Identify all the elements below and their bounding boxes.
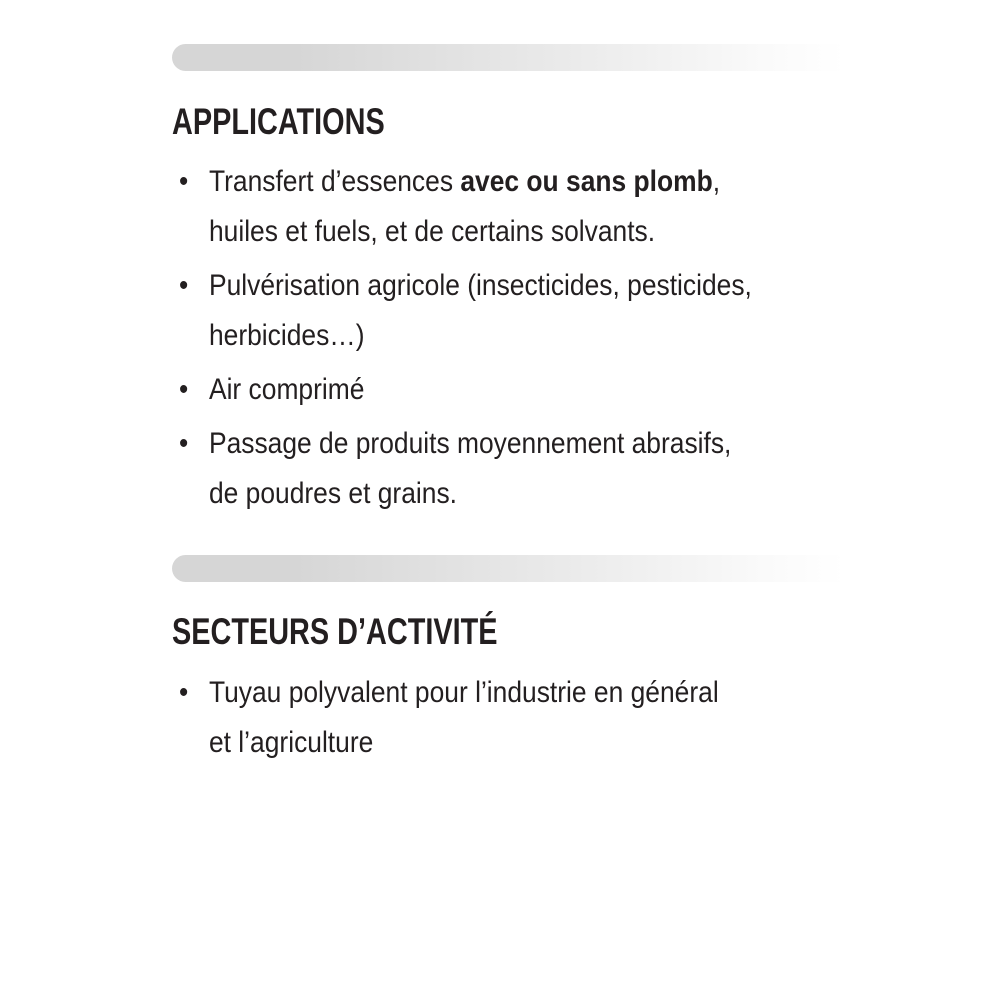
bullet-dot: • (179, 427, 189, 460)
bullet-dot: • (179, 676, 189, 709)
secteurs-bullet-list (172, 668, 764, 768)
applications-bullet-list (172, 157, 764, 519)
text-line: Air comprimé (208, 373, 365, 406)
text-run: Transfert d’essences (208, 165, 461, 198)
applications-section-title: APPLICATIONS (172, 101, 385, 142)
list-item (172, 365, 764, 415)
text-line (209, 157, 764, 207)
section-divider-bar (172, 555, 845, 582)
secteurs-section-title: SECTEURS D’ACTIVITÉ (172, 611, 498, 652)
text-line: herbicides…) (208, 319, 365, 352)
text-line: Passage de produits moyennement abrasifs, (208, 427, 732, 460)
text-run-bold: avec ou sans plomb (460, 165, 713, 198)
text-line: et l’agriculture (208, 726, 374, 759)
list-item (172, 261, 764, 361)
list-item (172, 668, 764, 768)
list-item (172, 157, 764, 257)
section-divider-bar (172, 44, 845, 71)
text-line: huiles et fuels, et de certains solvants. (208, 215, 656, 248)
text-line: Pulvérisation agricole (insecticides, pesticides, (208, 269, 752, 302)
bullet-dot: • (179, 269, 189, 302)
list-item (172, 419, 764, 519)
text-run: , (712, 165, 721, 198)
text-line: Tuyau polyvalent pour l’industrie en général (208, 676, 719, 709)
bullet-dot: • (179, 165, 189, 198)
text-line: de poudres et grains. (208, 477, 457, 510)
bullet-dot: • (179, 373, 189, 406)
